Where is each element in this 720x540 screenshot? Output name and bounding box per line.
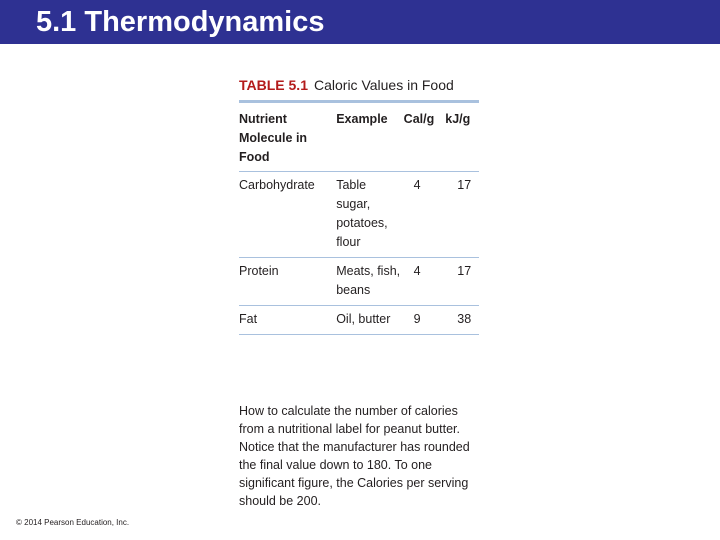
header-cal-per-g: Cal/g [402, 103, 446, 172]
cell-kj-per-g: 17 [445, 258, 479, 306]
cell-cal-per-g: 9 [402, 306, 446, 335]
table-number: TABLE 5.1 [239, 77, 308, 93]
cell-example: Meats, fish, beans [336, 258, 401, 306]
cell-example: Oil, butter [336, 306, 401, 335]
table-row [239, 306, 479, 335]
cell-kj-per-g: 38 [445, 306, 479, 335]
table-row [239, 258, 479, 306]
header-kj-per-g: kJ/g [445, 103, 479, 172]
table-caption [239, 76, 479, 94]
cell-nutrient: Fat [239, 306, 336, 335]
caloric-values-table [239, 103, 479, 335]
table-title: Caloric Values in Food [313, 77, 454, 93]
title-bar [0, 0, 720, 44]
cell-kj-per-g: 17 [445, 172, 479, 258]
cell-example: Table sugar, potatoes, flour [336, 172, 401, 258]
copyright-notice: © 2014 Pearson Education, Inc. [16, 518, 130, 527]
cell-cal-per-g: 4 [402, 172, 446, 258]
cell-cal-per-g: 4 [402, 258, 446, 306]
table-row [239, 172, 479, 258]
header-nutrient: Nutrient Molecule in Food [239, 103, 336, 172]
cell-nutrient: Carbohydrate [239, 172, 336, 258]
peanut-butter-note: How to calculate the number of calories from a nutritional label for peanut butter. Notice that the manufacturer has rounded the final value down to 180. To one significant figure, the Calories per serving should be 200. [239, 404, 470, 508]
cell-nutrient: Protein [239, 258, 336, 306]
table-header-row [239, 103, 479, 172]
header-example: Example [336, 103, 401, 172]
caloric-values-table-container [239, 76, 479, 335]
slide-title: 5.1 Thermodynamics [36, 6, 325, 38]
